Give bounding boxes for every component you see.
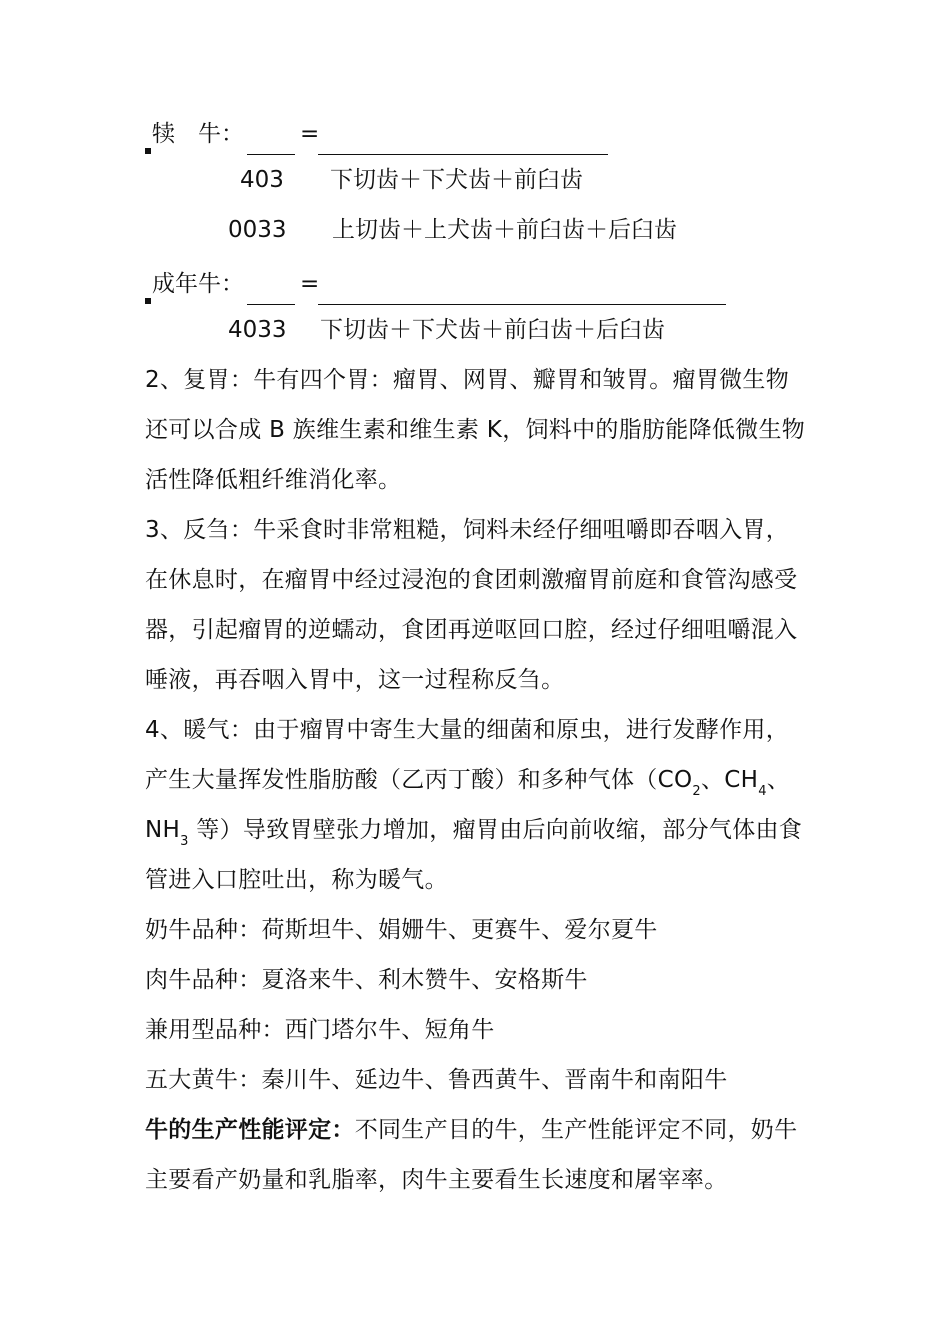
performance-line-1 xyxy=(145,1115,797,1145)
eructation-text-nh: NH xyxy=(145,817,181,843)
formula-adult-teeth-1: 下切齿＋下犬齿＋前臼齿＋后臼齿 xyxy=(320,317,665,343)
paragraph-eructation-line-4: 管进入口腔吐出，称为暖气。 xyxy=(145,867,448,893)
co2-subscript: 2 xyxy=(692,784,701,799)
performance-heading: 牛的生产性能评定： xyxy=(145,1117,355,1143)
formula-calf-teeth-2: 上切齿＋上犬齿＋前臼齿＋后臼齿 xyxy=(332,217,677,243)
formula-calf-fraction-line xyxy=(247,154,295,155)
formula-calf-teeth-1: 下切齿＋下犬齿＋前臼齿 xyxy=(330,167,583,193)
paragraph-eructation-line-3 xyxy=(145,815,802,857)
formula-adult-equals: = xyxy=(300,271,320,297)
bullet-marker xyxy=(145,298,151,304)
paragraph-rumination-line-2: 在休息时，在瘤胃中经过浸泡的食团刺激瘤胃前庭和食管沟感受 xyxy=(145,567,798,593)
eructation-text-a: 产生大量挥发性脂肪酸（乙丙丁酸）和多种气体（CO xyxy=(145,767,693,793)
paragraph-rumination-line-1: 3、反刍：牛采食时非常粗糙，饲料未经仔细咀嚼即吞咽入胃， xyxy=(145,517,790,543)
eructation-text-b: 、CH xyxy=(700,767,759,793)
formula-calf-rule xyxy=(318,154,608,155)
beef-breeds: 肉牛品种：夏洛来牛、利木赞牛、安格斯牛 xyxy=(145,967,588,993)
paragraph-rumination-line-4: 唾液，再吞咽入胃中，这一过程称反刍。 xyxy=(145,667,565,693)
dairy-breeds: 奶牛品种：荷斯坦牛、娟姗牛、更赛牛、爱尔夏牛 xyxy=(145,917,658,943)
formula-adult-rule xyxy=(318,304,726,305)
formula-calf-numbers-2: 0033 xyxy=(228,217,287,243)
formula-adult-numbers-1: 4033 xyxy=(228,317,287,343)
eructation-text-rest: 等）导致胃壁张力增加，瘤胃由后向前收缩，部分气体由食 xyxy=(188,817,803,843)
eructation-text-c: 、 xyxy=(766,767,791,793)
performance-line-2: 主要看产奶量和乳脂率，肉牛主要看生长速度和屠宰率。 xyxy=(145,1167,728,1193)
ch4-subscript: 4 xyxy=(758,784,767,799)
bullet-marker xyxy=(145,148,151,154)
yellow-cattle-breeds: 五大黄牛：秦川牛、延边牛、鲁西黄牛、晋南牛和南阳牛 xyxy=(145,1067,728,1093)
formula-adult-label: 成年牛： xyxy=(152,271,244,297)
paragraph-eructation-line-2 xyxy=(145,765,790,807)
paragraph-stomach-line-3: 活性降低粗纤维消化率。 xyxy=(145,467,402,493)
performance-text-1: 不同生产目的牛，生产性能评定不同，奶牛 xyxy=(354,1117,798,1143)
nh3-subscript: 3 xyxy=(180,834,189,849)
paragraph-stomach-line-1: 2、复胃：牛有四个胃：瘤胃、网胃、瓣胃和皱胃。瘤胃微生物 xyxy=(145,367,790,393)
paragraph-eructation-line-1: 4、暖气：由于瘤胃中寄生大量的细菌和原虫，进行发酵作用， xyxy=(145,717,790,743)
formula-calf-numbers-1: 403 xyxy=(240,167,284,193)
formula-adult-fraction-line xyxy=(247,304,295,305)
formula-calf-label: 犊 牛： xyxy=(152,121,244,147)
paragraph-stomach-line-2: 还可以合成 B 族维生素和维生素 K，饲料中的脂肪能降低微生物 xyxy=(145,417,806,443)
dual-purpose-breeds: 兼用型品种：西门塔尔牛、短角牛 xyxy=(145,1017,495,1043)
paragraph-rumination-line-3: 器，引起瘤胃的逆蠕动，食团再逆呕回口腔，经过仔细咀嚼混入 xyxy=(145,617,798,643)
formula-calf-equals: = xyxy=(300,121,320,147)
